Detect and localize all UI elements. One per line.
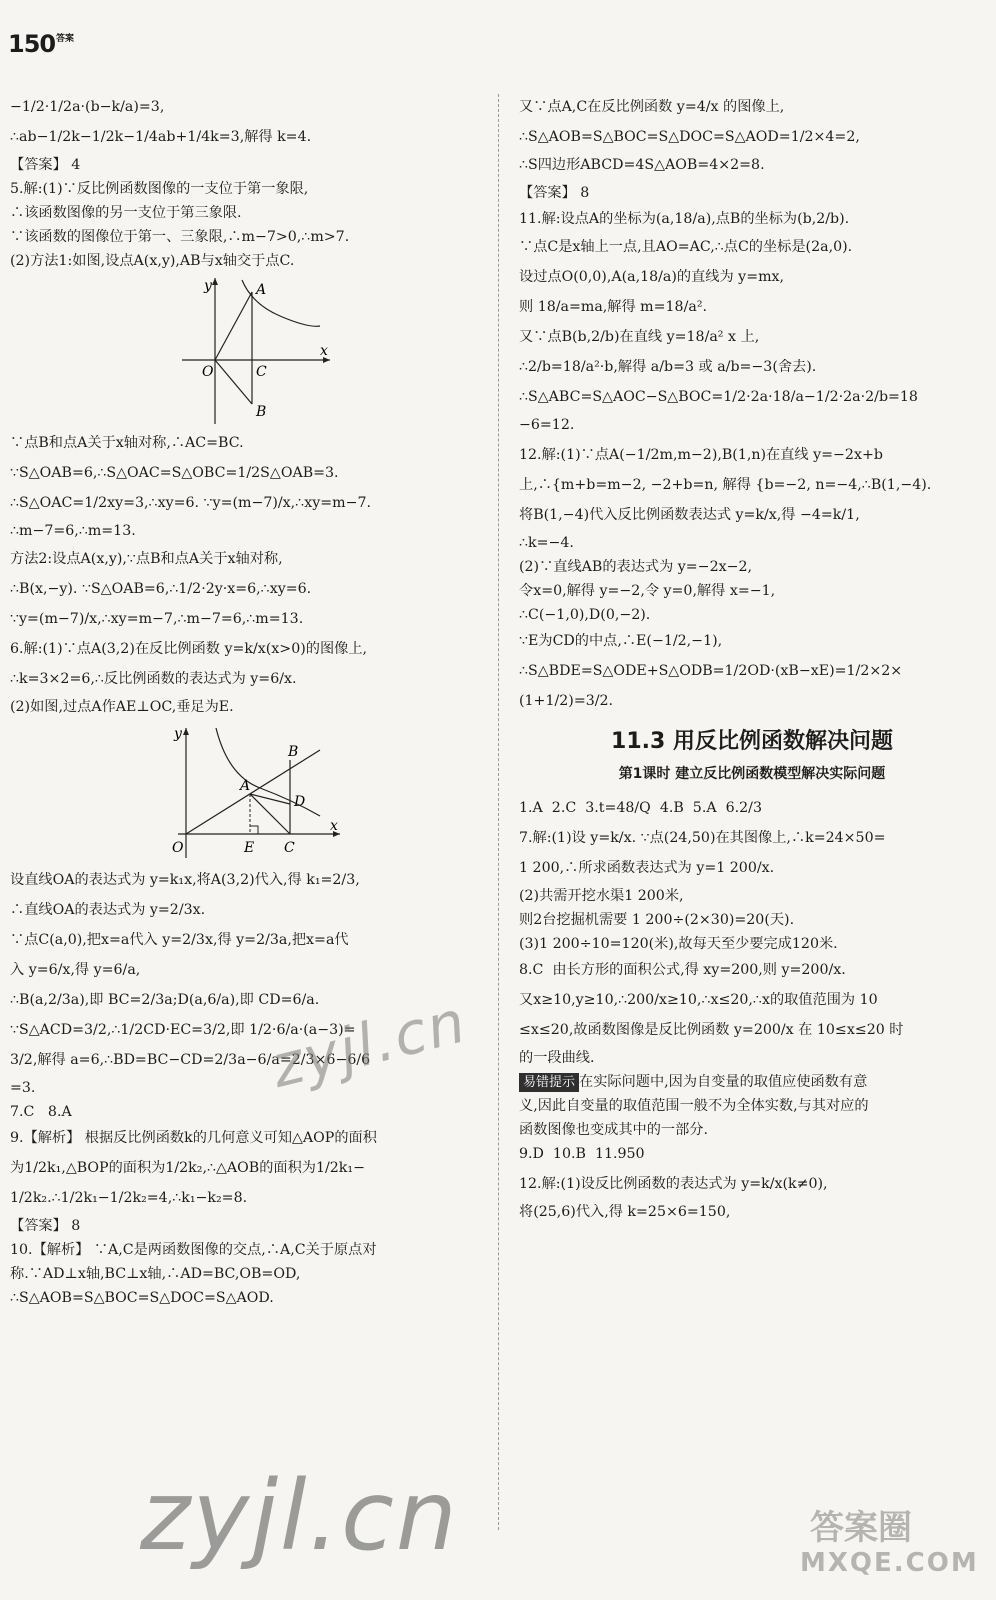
text-line: 又∵点B(b,2/b)在直线 y=18/a² x 上, <box>519 329 760 345</box>
text-line: −6=12. <box>519 417 575 433</box>
text-line: 为1/2k₁,△BOP的面积为1/2k₂,∴△AOB的面积为1/2k₁− <box>10 1160 365 1176</box>
right-column <box>519 96 985 1231</box>
text-line: 在实际问题中,因为自变量的取值应使函数有意 <box>579 1074 868 1090</box>
text-line: (1+1/2)=3/2. <box>519 693 614 709</box>
figure-6-svg <box>170 726 350 861</box>
point-label-d: D <box>294 794 306 810</box>
text-line: 上,∴{m+b=m−2, −2+b=n, 解得 {b=−2, n=−4,∴B(1,−4). <box>519 477 932 493</box>
text-line: ∵该函数的图像位于第一、三象限,∴m−7>0,∴m>7. <box>10 229 350 245</box>
text-line: 又∵点A,C在反比例函数 y=4/x 的图像上, <box>519 99 785 115</box>
text-line: 函数图像也变成其中的一部分. <box>519 1122 708 1138</box>
left-block-a <box>10 96 460 271</box>
text-line: 5.解:(1)∵反比例函数图像的一支位于第一象限, <box>10 181 309 197</box>
right-block-c <box>519 1145 985 1222</box>
text-line: ∴该函数图像的另一支位于第三象限. <box>10 205 242 221</box>
text-line: ∵S△OAB=6,∴S△OAC=S△OBC=1/2S△OAB=3. <box>10 465 339 481</box>
text-line: ≤x≤20,故函数图像是反比例函数 y=200/x 在 10≤x≤20 时 <box>519 1022 904 1038</box>
text-line: 12.解:(1)设反比例函数的表达式为 y=k/x(k≠0), <box>519 1176 828 1192</box>
text-line: 6.解:(1)∵点A(3,2)在反比例函数 y=k/x(x>0)的图像上, <box>10 641 368 657</box>
text-line: (3)1 200÷10=120(米),故每天至少要完成120米. <box>519 936 838 952</box>
left-block-c <box>10 869 460 1308</box>
watermark-corner-url: MXQE.COM <box>800 1548 979 1578</box>
text-line: ∴S△OAC=1/2xy=3,∴xy=6. ∵y=(m−7)/x,∴xy=m−7. <box>10 495 371 511</box>
text-line: 称.∵AD⊥x轴,BC⊥x轴,∴AD=BC,OB=OD, <box>10 1266 301 1282</box>
text-line: 设过点O(0,0),A(a,18/a)的直线为 y=mx, <box>519 269 785 285</box>
text-line: ∵E为CD的中点,∴E(−1/2,−1), <box>519 633 723 649</box>
right-block-a <box>519 96 985 712</box>
text-line: 10.【解析】 ∵A,C是两函数图像的交点,∴A,C关于原点对 <box>10 1242 377 1258</box>
answer-label: 【答案】 8 <box>10 1218 81 1234</box>
text-line: ∴m−7=6,∴m=13. <box>10 523 136 539</box>
page-number: 150 <box>8 30 56 58</box>
point-label-o: O <box>172 840 184 856</box>
text-line: ∴S△BDE=S△ODE+S△ODB=1/2OD·(xB−xE)=1/2×2× <box>519 663 903 679</box>
text-line: ∵y=(m−7)/x,∴xy=m−7,∴m−7=6,∴m=13. <box>10 611 304 627</box>
text-line: 设直线OA的表达式为 y=k₁x,将A(3,2)代入,得 k₁=2/3, <box>10 872 360 888</box>
error-tip-badge: 易错提示 <box>519 1073 579 1092</box>
text-line: ∴S△AOB=S△BOC=S△DOC=S△AOD. <box>10 1290 274 1306</box>
text-line: 将(25,6)代入,得 k=25×6=150, <box>519 1204 731 1220</box>
text-line: 则2台挖掘机需要 1 200÷(2×30)=20(天). <box>519 912 795 928</box>
figure-5-svg <box>170 276 370 426</box>
watermark-corner: 答案圈 <box>810 1508 912 1548</box>
point-label-a: A <box>256 282 267 298</box>
point-label-c: C <box>256 364 267 380</box>
text-line: ∵点B和点A关于x轴对称,∴AC=BC. <box>10 435 244 451</box>
text-line: ∴2/b=18/a²·b,解得 a/b=3 或 a/b=−3(舍去). <box>519 359 817 375</box>
text-line: 的一段曲线. <box>519 1050 595 1066</box>
text-line: 1 200,∴所求函数表达式为 y=1 200/x. <box>519 860 775 876</box>
text-line: ∴ab−1/2k−1/2k−1/4ab+1/4k=3,解得 k=4. <box>10 129 312 145</box>
text-line: ∵点C是x轴上一点,且AO=AC,∴点C的坐标是(2a,0). <box>519 239 853 255</box>
text-line: (2)如图,过点A作AE⊥OC,垂足为E. <box>10 699 234 715</box>
text-line: 1.A 2.C 3.t=48/Q 4.B 5.A 6.2/3 <box>519 800 762 816</box>
text-line: 7.C 8.A <box>10 1104 72 1120</box>
text-line: ∵S△ACD=3/2,∴1/2CD·EC=3/2,即 1/2·6/a·(a−3)= <box>10 1022 356 1038</box>
text-line: ∴S四边形ABCD=4S△AOB=4×2=8. <box>519 157 765 173</box>
left-block-b <box>10 434 460 717</box>
text-line: (2)∵直线AB的表达式为 y=−2x−2, <box>519 559 753 575</box>
point-label-a: A <box>240 778 251 794</box>
axis-label-x: x <box>330 818 338 834</box>
text-line: 又x≥10,y≥10,∴200/x≥10,∴x≤20,∴x的取值范围为 10 <box>519 992 878 1008</box>
figure-6 <box>170 726 350 861</box>
right-block-b <box>519 797 985 1068</box>
text-line: 8.C 由长方形的面积公式,得 xy=200,则 y=200/x. <box>519 962 846 978</box>
text-line: ∵点C(a,0),把x=a代入 y=2/3x,得 y=2/3a,把x=a代 <box>10 932 349 948</box>
axis-label-y: y <box>204 278 212 294</box>
answer-label: 【答案】 8 <box>519 185 590 201</box>
error-tip-box <box>519 1073 985 1140</box>
section-subtitle: 第1课时 建立反比例函数模型解决实际问题 <box>618 766 886 782</box>
text-line: −1/2·1/2a·(b−k/a)=3, <box>10 99 165 115</box>
answer-label: 【答案】 4 <box>10 157 81 173</box>
text-line: (2)方法1:如图,设点A(x,y),AB与x轴交于点C. <box>10 253 295 269</box>
text-line: ∴C(−1,0),D(0,−2). <box>519 607 651 623</box>
text-line: 11.解:设点A的坐标为(a,18/a),点B的坐标为(b,2/b). <box>519 211 850 227</box>
figure-5 <box>170 276 370 426</box>
text-line: ∴k=−4. <box>519 535 574 551</box>
text-line: 12.解:(1)∵点A(−1/2m,m−2),B(1,n)在直线 y=−2x+b <box>519 447 883 463</box>
axis-label-y: y <box>174 726 182 742</box>
text-line: 入 y=6/x,得 y=6/a, <box>10 962 141 978</box>
text-line: (2)共需开挖水渠1 200米, <box>519 888 684 904</box>
text-line: ∴S△ABC=S△AOC−S△BOC=1/2·2a·18/a−1/2·2a·2/b=18 <box>519 389 918 405</box>
text-line: 将B(1,−4)代入反比例函数表达式 y=k/x,得 −4=k/1, <box>519 507 860 523</box>
text-line: 义,因此自变量的取值范围一般不为全体实数,与其对应的 <box>519 1098 869 1114</box>
text-line: ∴S△AOB=S△BOC=S△DOC=S△AOD=1/2×4=2, <box>519 129 860 145</box>
text-line: 令x=0,解得 y=−2,令 y=0,解得 x=−1, <box>519 583 776 599</box>
point-label-c: C <box>284 840 295 856</box>
text-line: 7.解:(1)设 y=k/x. ∵点(24,50)在其图像上,∴k=24×50= <box>519 830 886 846</box>
point-label-o: O <box>202 364 214 380</box>
text-line: 1/2k₂.∴1/2k₁−1/2k₂=4,∴k₁−k₂=8. <box>10 1190 248 1206</box>
text-line: =3. <box>10 1080 36 1096</box>
text-line: ∴B(x,−y). ∵S△OAB=6,∴1/2·2y·x=6,∴xy=6. <box>10 581 312 597</box>
text-line: 3/2,解得 a=6,∴BD=BC−CD=2/3a−6/a=2/3×6−6/6 <box>10 1052 371 1068</box>
text-line: ∴B(a,2/3a),即 BC=2/3a;D(a,6/a),即 CD=6/a. <box>10 992 320 1008</box>
column-divider <box>498 94 499 1530</box>
watermark-bottom: zyjl.cn <box>140 1460 459 1572</box>
text-line: ∴直线OA的表达式为 y=2/3x. <box>10 902 206 918</box>
text-line: 9.D 10.B 11.950 <box>519 1146 645 1162</box>
point-label-b: B <box>256 404 267 420</box>
text-line: 9.【解析】 根据反比例函数k的几何意义可知△AOP的面积 <box>10 1130 377 1146</box>
section-title: 11.3 用反比例函数解决问题 <box>611 729 893 754</box>
axis-label-x: x <box>320 343 328 359</box>
point-label-e: E <box>244 840 255 856</box>
text-line: 方法2:设点A(x,y),∵点B和点A关于x轴对称, <box>10 551 283 567</box>
watermark-mid: zyjl.cn <box>264 987 474 1101</box>
text-line: ∴k=3×2=6,∴反比例函数的表达式为 y=6/x. <box>10 671 297 687</box>
page-tag: 答案 <box>56 34 75 44</box>
text-line: 则 18/a=ma,解得 m=18/a². <box>519 299 708 315</box>
point-label-b: B <box>288 744 299 760</box>
left-column <box>10 96 460 1313</box>
